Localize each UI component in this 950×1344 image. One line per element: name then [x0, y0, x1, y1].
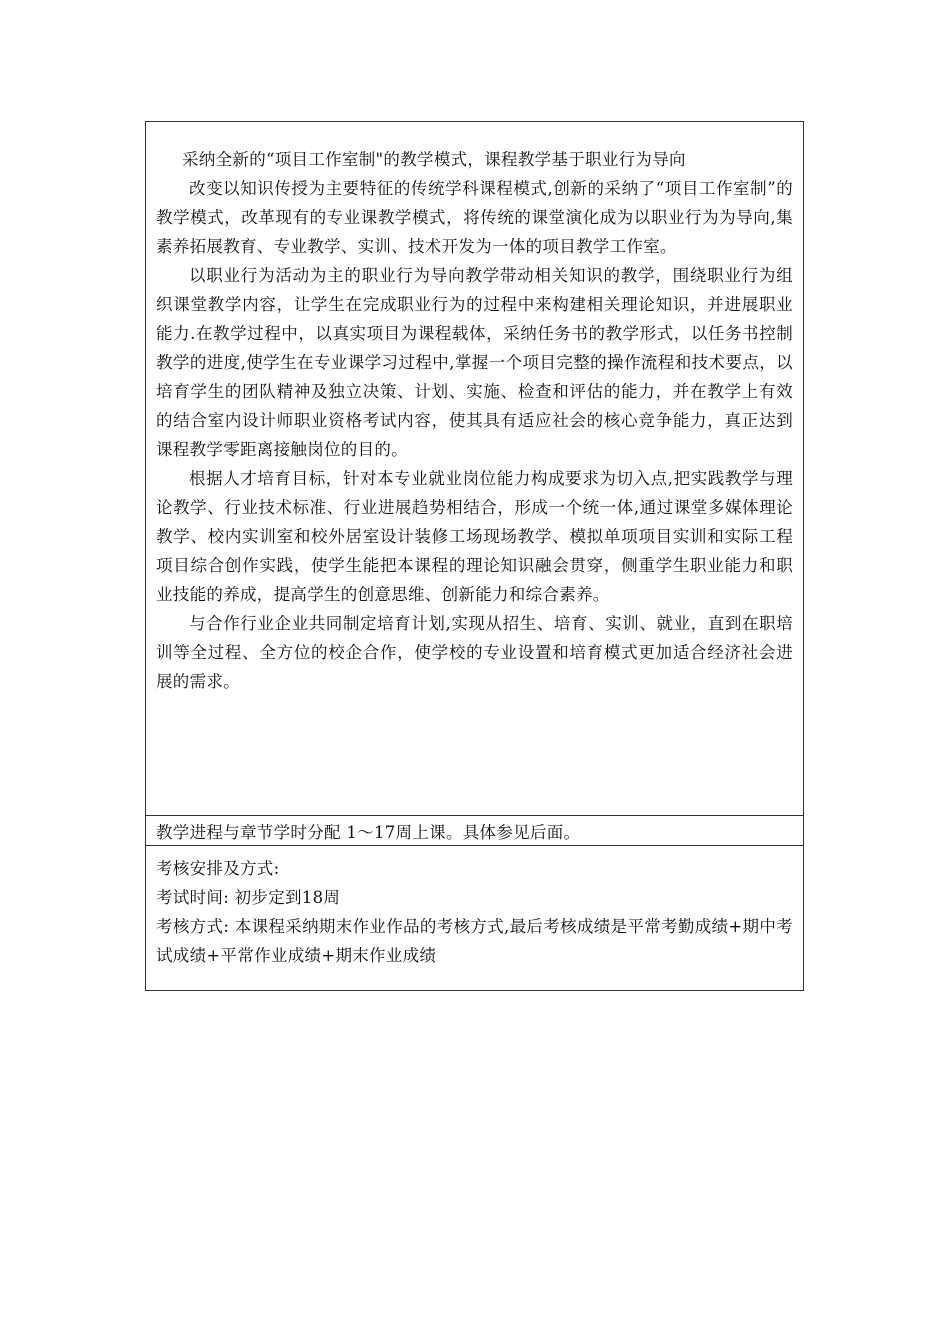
paragraph-3: 根据人才培育目标，针对本专业就业岗位能力构成要求为切入点,把实践教学与理论教学、行业技术标准、行业进展趋势相结合，形成一个统一体,通过课堂多媒体理论教学、校内实训室和校外居室设计装修工场现场教学、模拟单项项目实训和实际工程项目综合创作实践，使学生能把本课程的理论知识融会贯穿，侧重学生职业能力和职业技能的养成，提高学生的创意思维、创新能力和综合素养。 [156, 469, 793, 604]
exam-title: 考核安排及方式: [156, 859, 280, 878]
progress-text: 教学进程与章节学时分配 1～17周上课。具体参见后面。 [156, 823, 581, 842]
paragraph-4: 与合作行业企业共同制定培育计划,实现从招生、培育、实训、就业，直到在职培训等全过程、全方位的校企合作，使学校的专业设置和培育模式更加适合经济社会进展的需求。 [156, 614, 793, 691]
exam-time: 考试时间: 初步定到18周 [156, 888, 341, 907]
paragraph-1: 改变以知识传授为主要特征的传统学科课程模式,创新的采纳了“项目工作室制”的教学模式，改革现有的专业课教学模式，将传统的课堂演化成为以职业行为为导向,集素养拓展教育、专业教学、实训、技术开发为一体的项目教学工作室。 [156, 179, 793, 256]
paragraph-2: 以职业行为活动为主的职业行为导向教学带动相关知识的教学，围绕职业行为组织课堂教学内容，让学生在完成职业行为的过程中来构建相关理论知识，并进展职业能力.在教学过程中，以真实项目为课程载体，采纳任务书的教学形式，以任务书控制教学的进度,使学生在专业课学习过程中,掌握一个项目完整的操作流程和技术要点，以培育学生的团队精神及独立决策、计划、实施、检查和评估的能力，并在教学上有效的结合室内设计师职业资格考试内容，使其具有适应社会的核心竞争能力，真正达到课程教学零距离接触岗位的目的。 [156, 266, 793, 459]
teaching-model-cell [146, 122, 803, 816]
section-heading: 采纳全新的“项目工作室制"的教学模式，课程教学基于职业行为导向 [182, 150, 686, 169]
exam-method: 考核方式: 本课程采纳期末作业作品的考核方式,最后考核成绩是平常考勤成绩+期中考试成绩+平常作业成绩+期末作业成绩 [156, 917, 793, 965]
course-table [145, 121, 804, 991]
progress-cell [146, 816, 803, 846]
exam-cell [146, 846, 803, 990]
